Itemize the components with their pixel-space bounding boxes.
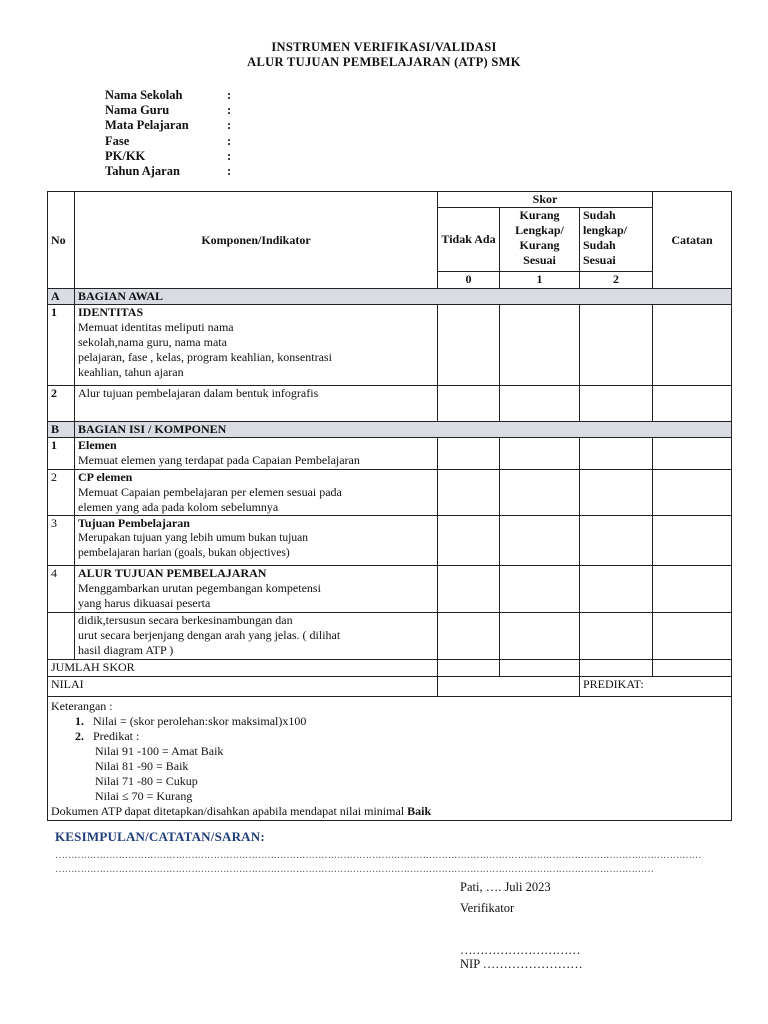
list-number: 2. [75, 729, 84, 743]
grade-line: Nilai 81 -90 = Baik [95, 759, 189, 773]
score-cell-1[interactable] [500, 516, 580, 566]
catatan-cell[interactable] [653, 566, 732, 613]
keterangan-title: Keterangan : [51, 699, 113, 713]
row-text-line: yang harus dikuasai peserta [78, 596, 211, 610]
header-komponen: Komponen/Indikator [75, 192, 438, 289]
identity-label: Nama Sekolah [105, 88, 183, 102]
section-a-code: A [48, 289, 75, 305]
note-bold: Baik [407, 804, 432, 818]
row-text-line: pelajaran, fase , kelas, program keahlian, konsentrasi [78, 350, 332, 364]
row-no: 2 [48, 386, 75, 422]
row-indikator [75, 305, 438, 386]
identity-sep: : [227, 148, 232, 163]
predikat-label: PREDIKAT: [580, 677, 732, 697]
row-text-line: hasil diagram ATP ) [78, 643, 174, 657]
table-row [48, 438, 732, 470]
row-text-line: Menggambarkan urutan pegembangan kompetensi [78, 581, 321, 595]
jumlah-skor-row [48, 660, 732, 677]
list-text: Predikat : [93, 729, 140, 743]
identity-row-pkkk [105, 149, 231, 164]
row-text-line: pembelajaran harian (goals, bukan objectives) [78, 547, 290, 559]
catatan-cell[interactable] [653, 516, 732, 566]
header-catatan: Catatan [653, 192, 732, 289]
nilai-row [48, 677, 732, 697]
header-score-0: 0 [438, 272, 500, 289]
row-text-line: Merupakan tujuan yang lebih umum bukan tujuan [78, 532, 308, 544]
doc-title-line2: ALUR TUJUAN PEMBELAJARAN (ATP) SMK [247, 55, 521, 69]
row-text-line: Memuat elemen yang terdapat pada Capaian Pembelajaran [78, 453, 360, 467]
row-indikator [75, 438, 438, 470]
score-cell-0[interactable] [438, 566, 500, 613]
signature-role: Verifikator [460, 901, 515, 915]
score-cell-2[interactable] [580, 438, 653, 470]
score-cell-2[interactable] [580, 613, 653, 660]
identity-row-guru [105, 103, 231, 118]
row-no: 1 [48, 305, 75, 386]
row-indikator: Alur tujuan pembelajaran dalam bentuk infografis [75, 386, 438, 422]
section-b-row [48, 422, 732, 438]
jumlah-cell-0[interactable] [438, 660, 500, 677]
keterangan-row [48, 697, 732, 821]
identity-sep: : [227, 163, 232, 178]
row-title: ALUR TUJUAN PEMBELAJARAN [78, 566, 267, 580]
score-cell-2[interactable] [580, 566, 653, 613]
score-cell-0[interactable] [438, 305, 500, 386]
dots-line-1[interactable]: …………………………………………………………………………………………………………………………………………………………………………………… [55, 850, 701, 861]
score-cell-0[interactable] [438, 386, 500, 422]
row-title: IDENTITAS [78, 305, 144, 319]
section-b-code: B [48, 422, 75, 438]
signature-nip: NIP …………………… [460, 957, 583, 971]
verification-table [47, 191, 732, 821]
row-indikator [75, 516, 438, 566]
identity-row-mapel [105, 118, 231, 133]
table-row [48, 305, 732, 386]
score-cell-1[interactable] [500, 613, 580, 660]
row-text-line: elemen yang ada pada kolom sebelumnya [78, 500, 279, 514]
row-no: 3 [48, 516, 75, 566]
row-no: 1 [48, 438, 75, 470]
keterangan-cell [48, 697, 732, 821]
row-no: 2 [48, 470, 75, 516]
table-row [48, 386, 732, 422]
identity-row-tahun [105, 164, 231, 179]
signature-place-date: Pati, …. Juli 2023 [460, 880, 551, 894]
row-title: Elemen [78, 438, 117, 452]
header-sudah: Sudah lengkap/ Sudah Sesuai [580, 208, 653, 272]
section-a-title: BAGIAN AWAL [75, 289, 732, 305]
score-cell-0[interactable] [438, 438, 500, 470]
row-title: Tujuan Pembelajaran [78, 516, 190, 530]
row-no: 4 [48, 566, 75, 613]
grade-line: Nilai 71 -80 = Cukup [95, 774, 198, 788]
dots-line-2[interactable]: ……………………………………………………………………………………………………………………………………………………………………… [55, 864, 654, 875]
list-number: 1. [75, 714, 84, 728]
identity-label: Tahun Ajaran [105, 163, 180, 178]
score-cell-1[interactable] [500, 470, 580, 516]
jumlah-skor-label: JUMLAH SKOR [48, 660, 438, 677]
score-cell-0[interactable] [438, 470, 500, 516]
identity-label: Fase [105, 133, 130, 148]
table-row [48, 516, 732, 566]
score-cell-1[interactable] [500, 566, 580, 613]
identity-block [105, 88, 231, 179]
catatan-cell[interactable] [653, 305, 732, 386]
table-row [48, 470, 732, 516]
list-text: Nilai = (skor perolehan:skor maksimal)x100 [93, 714, 307, 728]
row-text-line: sekolah,nama guru, nama mata [78, 335, 227, 349]
keterangan-note [51, 804, 728, 819]
section-b-title: BAGIAN ISI / KOMPONEN [75, 422, 732, 438]
score-cell-2[interactable] [580, 516, 653, 566]
identity-sep: : [227, 103, 232, 118]
table-row [48, 566, 732, 613]
row-text-line: urut secara berjenjang dengan arah yang jelas. ( dilihat [78, 628, 341, 642]
jumlah-cell-1[interactable] [500, 660, 580, 677]
score-cell-0[interactable] [438, 516, 500, 566]
keterangan-item-1 [51, 714, 728, 729]
row-indikator [75, 470, 438, 516]
grade-line: Nilai ≤ 70 = Kurang [95, 789, 193, 803]
score-cell-1[interactable] [500, 438, 580, 470]
row-title: CP elemen [78, 470, 133, 484]
row-text-line: Memuat Capaian pembelajaran per elemen sesuai pada [78, 485, 342, 499]
catatan-cell[interactable] [653, 470, 732, 516]
row-text-line: Memuat identitas meliputi nama [78, 320, 234, 334]
identity-sep: : [227, 118, 232, 133]
identity-sep: : [227, 88, 232, 102]
identity-row-sekolah [105, 88, 231, 103]
identity-sep: : [227, 133, 232, 148]
identity-row-fase [105, 134, 231, 149]
score-cell-1[interactable] [500, 386, 580, 422]
nilai-cell[interactable] [438, 677, 580, 697]
nilai-label: NILAI [48, 677, 438, 697]
keterangan-item-2 [51, 729, 728, 744]
score-cell-1[interactable] [500, 305, 580, 386]
header-skor: Skor [438, 192, 653, 208]
row-no [48, 613, 75, 660]
score-cell-2[interactable] [580, 305, 653, 386]
jumlah-cell-2[interactable] [580, 660, 653, 677]
header-score-2: 2 [580, 272, 653, 289]
header-score-1: 1 [500, 272, 580, 289]
doc-title-line1: INSTRUMEN VERIFIKASI/VALIDASI [271, 40, 497, 54]
score-cell-2[interactable] [580, 470, 653, 516]
jumlah-catatan[interactable] [653, 660, 732, 677]
row-text-line: keahlian, tahun ajaran [78, 365, 184, 379]
catatan-cell[interactable] [653, 613, 732, 660]
score-cell-0[interactable] [438, 613, 500, 660]
header-no: No [48, 192, 75, 289]
row-text-line: didik,tersusun secara berkesinambungan dan [78, 613, 293, 627]
header-tidak-ada: Tidak Ada [438, 208, 500, 272]
header-kurang: Kurang Lengkap/ Kurang Sesuai [500, 208, 580, 272]
catatan-cell[interactable] [653, 438, 732, 470]
identity-label: PK/KK [105, 148, 146, 163]
catatan-cell[interactable] [653, 386, 732, 422]
grade-line: Nilai 91 -100 = Amat Baik [95, 744, 224, 758]
table-row [48, 613, 732, 660]
note-text: Dokumen ATP dapat ditetapkan/disahkan apabila mendapat nilai minimal [51, 804, 408, 818]
section-a-row [48, 289, 732, 305]
score-cell-2[interactable] [580, 386, 653, 422]
row-indikator [75, 566, 438, 613]
kesimpulan-heading: KESIMPULAN/CATATAN/SARAN: [55, 829, 265, 844]
identity-label: Nama Guru [105, 103, 170, 118]
signature-name-line: ………………………… [460, 943, 580, 957]
identity-label: Mata Pelajaran [105, 118, 189, 133]
row-indikator [75, 613, 438, 660]
